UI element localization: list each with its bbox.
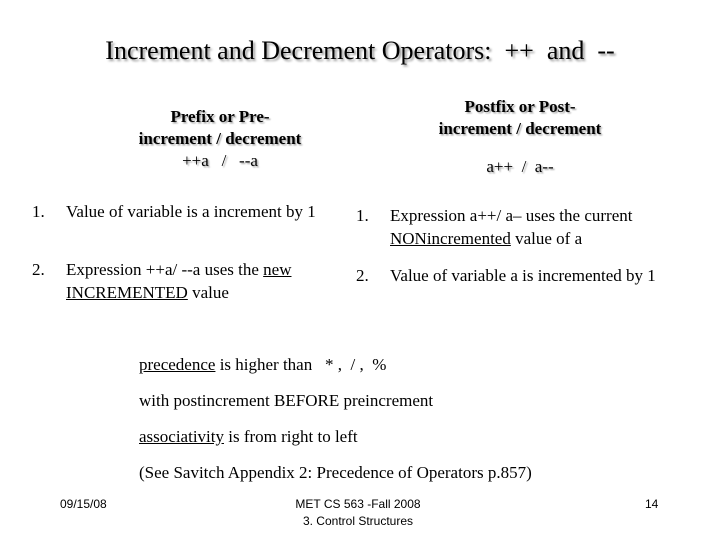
slide-title: Increment and Decrement Operators: ++ and -- [105,36,615,65]
postfix-header-line2: increment / decrement [438,119,602,138]
prefix-item-2-underlined-incremented: INCREMENTED [66,283,188,302]
prefix-expression: ++a / --a [182,151,258,170]
associativity-note [139,427,358,447]
prefix-header-line1: Prefix or Pre- [170,107,270,126]
postfix-item-1-post: value of a [510,229,583,248]
prefix-item-1 [32,200,352,250]
associativity-rest: is from right to left [223,427,358,446]
footer-course-line2: 3. Control Structures [302,514,414,528]
prefix-item-2-pre: Expression ++a/ --a uses the [66,260,264,279]
postfix-header-line1: Postfix or Post- [464,97,576,116]
postfix-item-1-number: 1. [356,206,369,225]
footer-page-number: 14 [645,497,659,511]
footer-course [258,496,458,530]
footer-date: 09/15/08 [60,497,107,511]
postfix-item-2-text: Value of variable a is incremented by 1 [390,266,656,285]
footer-course-line1: MET CS 563 -Fall 2008 [295,497,421,511]
precedence-note [139,355,386,375]
postincrement-note: with postincrement BEFORE preincrement [139,391,434,410]
prefix-item-2 [32,258,352,308]
postfix-item-1-text [390,204,695,250]
postfix-expression: a++ / a-- [486,157,554,176]
prefix-header-line2: increment / decrement [138,129,302,148]
postfix-header [400,96,640,178]
prefix-item-1-number: 1. [32,202,45,221]
postfix-item-2-number: 2. [356,266,369,285]
savitch-reference: (See Savitch Appendix 2: Precedence of Operators p.857) [139,463,532,482]
prefix-item-2-underlined-new: new [263,260,292,279]
prefix-header [110,106,330,172]
associativity-word: associativity [139,427,224,446]
prefix-item-1-text: Value of variable is a increment by 1 [66,202,316,221]
precedence-rest: is higher than * , / , % [215,355,387,374]
postfix-item-1 [356,204,696,254]
postfix-item-1-underlined-nonincremented: NONincremented [390,229,511,248]
postfix-item-1-pre: Expression a++/ a– uses the current [390,206,633,225]
prefix-item-2-post: value [187,283,229,302]
precedence-word: precedence [139,355,216,374]
prefix-item-2-number: 2. [32,260,45,279]
prefix-item-2-text [66,258,326,304]
postfix-item-2 [356,264,696,314]
